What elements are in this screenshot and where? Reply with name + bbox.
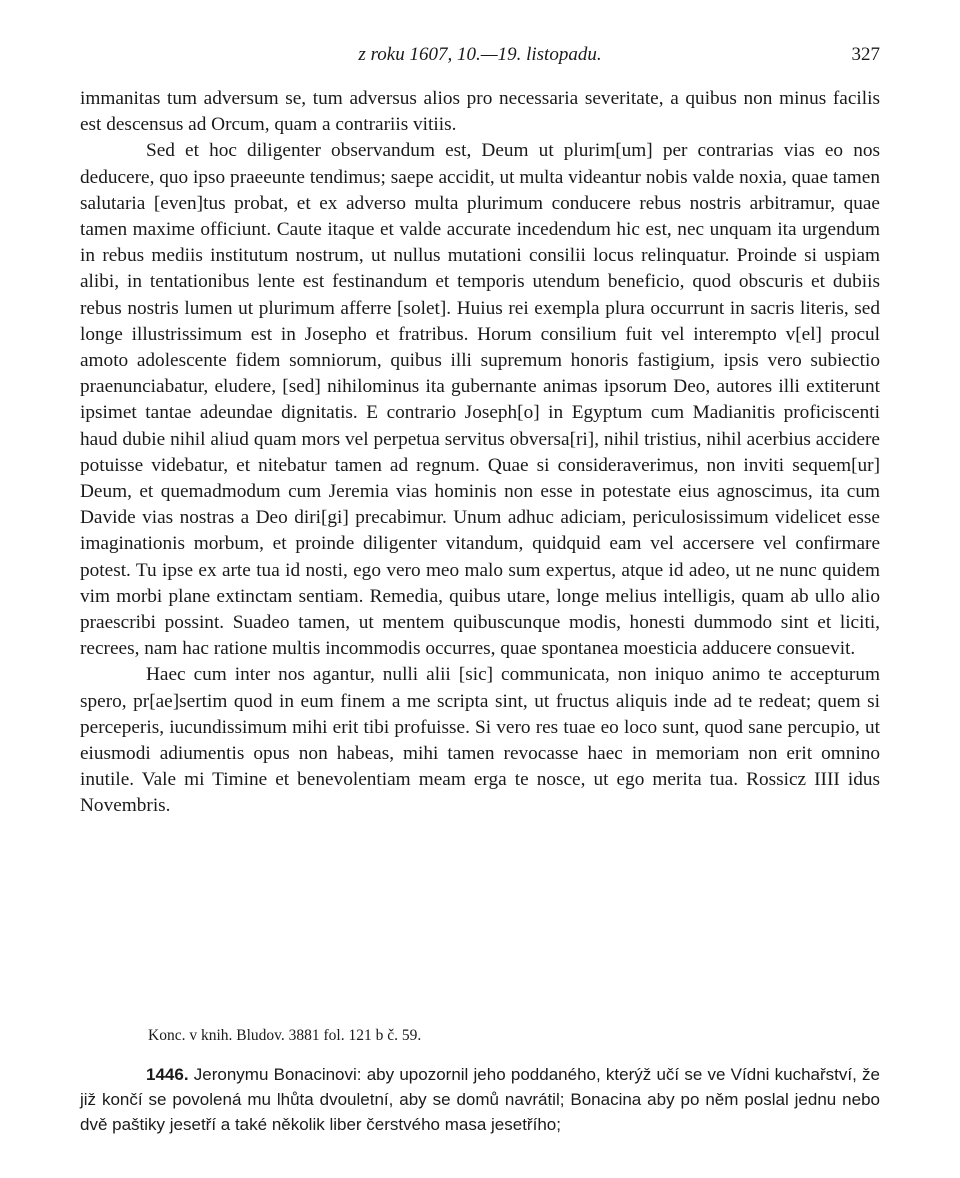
page-header: [80, 40, 880, 70]
running-head: z roku 1607, 10.—19. listopadu.: [358, 44, 602, 65]
page-number: 327: [851, 44, 880, 65]
source-note: Konc. v knih. Bludov. 3881 fol. 121 b č. 59.: [148, 1027, 422, 1044]
body-text: [80, 86, 880, 820]
regest-entry: [80, 1062, 880, 1137]
document-number: 1446.: [146, 1065, 189, 1084]
paragraph-continuation: immanitas tum adversum se, tum adversus alios pro necessaria severitate, a quibus non minus facilis est descensus ad Orcum, quam a contrariis vitiis.: [80, 88, 880, 136]
paragraph-closing: Haec cum inter nos agantur, nulli alii [sic] communicata, non iniquo animo te accepturum spero, pr[ae]sertim quod in eum finem a me scripta sint, ut fructus aliquis inde ad te redeat; quem si perceperis, iucundissimum mihi erit tibi profuisse. Si vero res tuae eo loco sunt, quod sane percupio, ut eiusmodi adiumentis opus non habeas, mihi tamen revocasse haec in memoriam non erit omnino inutile. Vale mi Timine et benevolentiam meam erga te nosce, ut ego merita tua. Rossicz IIII idus Novembris.: [80, 664, 880, 817]
paragraph-main: Sed et hoc diligenter observandum est, Deum ut plurim[um] per contrarias vias eo nos deducere, quo ipso praeeunte tendimus; saepe accidit, ut multa videantur nobis valde noxia, quae tamen salutaria [even]tus probat, et ex adverso multa plurimum conducere rebus nostris arbitramur, quae tamen maxime officiunt. Caute itaque et valde accurate incedendum hic est, nec unquam ita urgendum in rebus mediis institutum nostrum, ut nullus mutationi consilii locus relinquatur. Proinde si uspiam alibi, in tentationibus lente est festinandum et temporis utendum beneficio, quod obscuris et dubiis rebus nostris lumen ut plurimum afferre [solet]. Huius rei exempla plura occurrunt in sacris literis, sed longe illustrissimum est in Josepho et fratribus. Horum consilium fuit vel interempto v[el] procul amoto adolescente fidem somniorum, quibus illi supremum honoris fastigium, ipsis vero subiectio praenunciabatur, eludere, [sed] nihilominus ita gubernante animas ipsorum Deo, autores illi extiterunt ipsimet tantae adeundae dignitatis. E contrario Joseph[o] in Egyptum cum Madianitis proficiscenti haud dubie nihil aliud quam mors vel perpetua servitus obversa[ri], nihil tristius, nihil acerbius accidere potuisse videbatur, et nitebatur tamen ad regnum. Quae si consideraverimus, non inviti sequem[ur] Deum, et quemadmodum cum Jeremia vias hominis non esse in potestate eius agnoscimus, ita cum Davide vias nostras a Deo diri[gi] precabimur. Unum adhuc adiciam, periculosissimum videlicet esse imaginationis morbum, et proinde diligenter vitandum, quidquid eam vel accersere vel confirmare potest. Tu ipse ex arte tua id nosti, ego vero meo malo sum expertus, atque id adeo, ut ne nunc quidem vim morbi plane extinctam sentiam. Remedia, quibus utare, longe melius intelligis, quam ab ullo alio praescribi possint. Suadeo tamen, ut mentem quibuscunque modis, honesti dummodo sint et liciti, recrees, nam hac ratione multis incommodis occurres, quae spontanea moesticia adducere consuevit.: [80, 140, 880, 660]
regest-text: Jeronymu Bonacinovi: aby upozornil jeho poddaného, kterýž učí se ve Vídni kuchařství, že již končí se povolená mu lhůta dvouletní, aby se domů navrátil; Bonacina aby po něm poslal jednu nebo dvě paštiky jesetří a také několik liber čerstvého masa jesetřího;: [80, 1065, 880, 1134]
regest-paragraph: [80, 1062, 880, 1137]
